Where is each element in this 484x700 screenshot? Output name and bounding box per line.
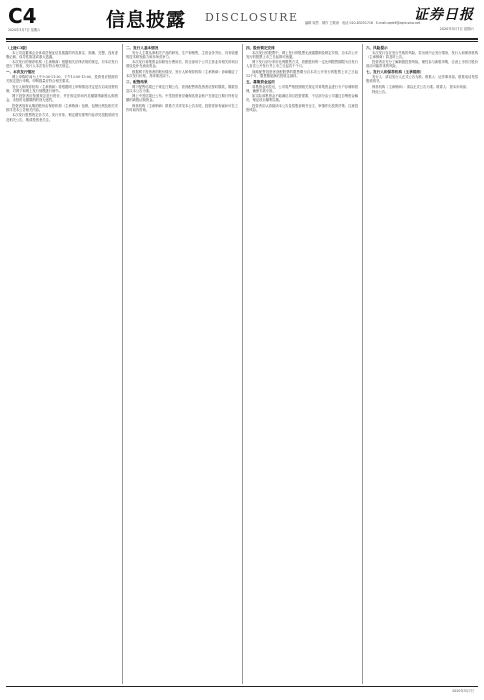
paragraph: 网下配售结果已于规定日期公告，获得配售的投资者应按时缴款，缴款信息以本公告为准。 [126,84,238,93]
section-title-en: DISCLOSURE [205,11,299,24]
footer-rule [6,686,478,687]
paragraph: 投资者放弃认购的股份由保荐机构（主承销商）包销，包销比例及相关安排详见本公告相关内容。 [6,103,118,112]
paragraph: 保荐机构（主承销商）联系方式详见本公告末尾，投资者如有疑问可在工作时间内咨询。 [126,103,238,112]
column-3 [246,44,358,684]
header-rule [6,38,478,40]
paragraph: 如实际募集资金不能满足项目投资需要，不足部分由公司通过自筹资金解决，保证项目顺利实施。 [246,94,358,103]
section-title: 信息披露 [106,9,187,31]
paragraph: 网下投资者应按照规定进行报价，并在规定时间内足额缴纳新股认购资金，未按时足额缴纳的视为违约。 [6,94,118,103]
footer-note: 2020年3月7日 [452,689,474,693]
column-heading: 二、发行人基本情况 [126,45,159,50]
paragraph: 网下发行部分采用比例限售方式，获配股份的一定比例限售期限为自发行人首次公开发行并上市之日起若干个月。 [246,60,358,69]
paragraph: 网上中签结果已公布，中签投资者应确保其资金账户在规定日期日终有足额的新股认购资金。 [126,94,238,103]
paragraph: 保荐机构（主承销商）：请以正式公告为准。联系人：资本市场部。 [372,84,470,89]
paragraph: 战略配售投资者获配股票的限售期为自本次公开发行的股票上市之日起12个月，限售期届满后按规定减持。 [246,69,358,78]
masthead-date: 2020年3月7日 星期六 [439,27,474,31]
column-2 [126,44,238,684]
column-1 [6,44,118,684]
masthead [0,0,484,40]
paragraph: 投资者应充分了解新股投资风险，理性参与新股申购，注意上市首日股价波动可能带来的风险。 [366,60,478,69]
page-date: 2020年3月7日 星期六 [8,28,41,32]
paragraph: 网上申购时间为上午9:30-11:30，下午13:00-15:00，投资者应按照有关规定进行申购，申购数量应符合相关要求。 [6,75,118,84]
paragraph: 本公司及董事会全体成员保证信息披露的内容真实、准确、完整，没有虚假记载、误导性陈述或重大遗漏。 [6,50,118,59]
column-heading: 四、股份锁定安排 [246,45,275,50]
column-heading: 六、风险提示 [366,45,388,50]
paragraph: 发行人：请以发行人正式公告为准。联系人：证券事务部。联系电话见招股说明书。 [366,75,478,84]
column-heading: 一、本次发行情况 [6,70,35,74]
column-heading: （上接C3版） [6,45,30,50]
paragraph: 发行人和保荐机构（主承销商）将根据网上申购情况决定是否启动回拨机制，对网下和网上发行规模进行调节。 [6,84,118,93]
paragraph: 特此公告。 [372,89,389,94]
page-number: C4 [8,4,37,28]
header-rule-thin [6,41,478,42]
column-4 [366,44,478,684]
column-heading: 七、发行人和保荐机构（主承销商） [366,70,424,74]
editor-contact: 编辑 周然 制作 王敬涛 电话 010-83251716 E-mail:zqrb9@zqrb.sina.net [305,21,421,25]
paragraph: 本次发行存在发行失败的风险，若出现中止发行情形，发行人和保荐机构（主承销商）将及时公告。 [366,50,478,59]
column-heading: 三、配售结果 [126,79,148,84]
paragraph: 本次发行的股票中，网上发行的股票无流通限制及锁定安排，自本次公开发行的股票上市之日起即可流通。 [246,50,358,59]
paragraph: 根据网下投资者的报价情况，发行人和保荐机构（主承销商）协商确定了本次发行价格，具体情况如下。 [126,69,238,78]
paragraph: 本次发行募集资金扣除发行费用后，将全部用于公司主营业务相关的项目建设及补充流动资金。 [126,60,238,69]
column-heading: 五、募集资金运用 [246,79,275,84]
paragraph: 本次发行的保荐机构（主承销商）根据相关法律法规的规定，对本次发行进行了核查，发行人本次发行符合相关规定。 [6,60,118,69]
article-columns [6,44,478,684]
paragraph: 投资者应认真阅读本公告及招股说明书全文，审慎作出投资决策，注意投资风险。 [246,103,358,112]
paragraph: 发行人主要从事相关产品的研发、生产和销售，主营业务突出，具有较强的技术研发能力和市场竞争力。 [126,50,238,59]
paragraph: 本次发行股票的定价方式、发行对象、锁定期安排等内容详见招股说明书及相关公告，敬请投资者关注。 [6,113,118,122]
newspaper-logo: 证券日报 [414,7,474,23]
paragraph: 募集资金到位后，公司将严格按照相关规定对募集资金进行专户存储和管理，确保专款专用。 [246,84,358,93]
